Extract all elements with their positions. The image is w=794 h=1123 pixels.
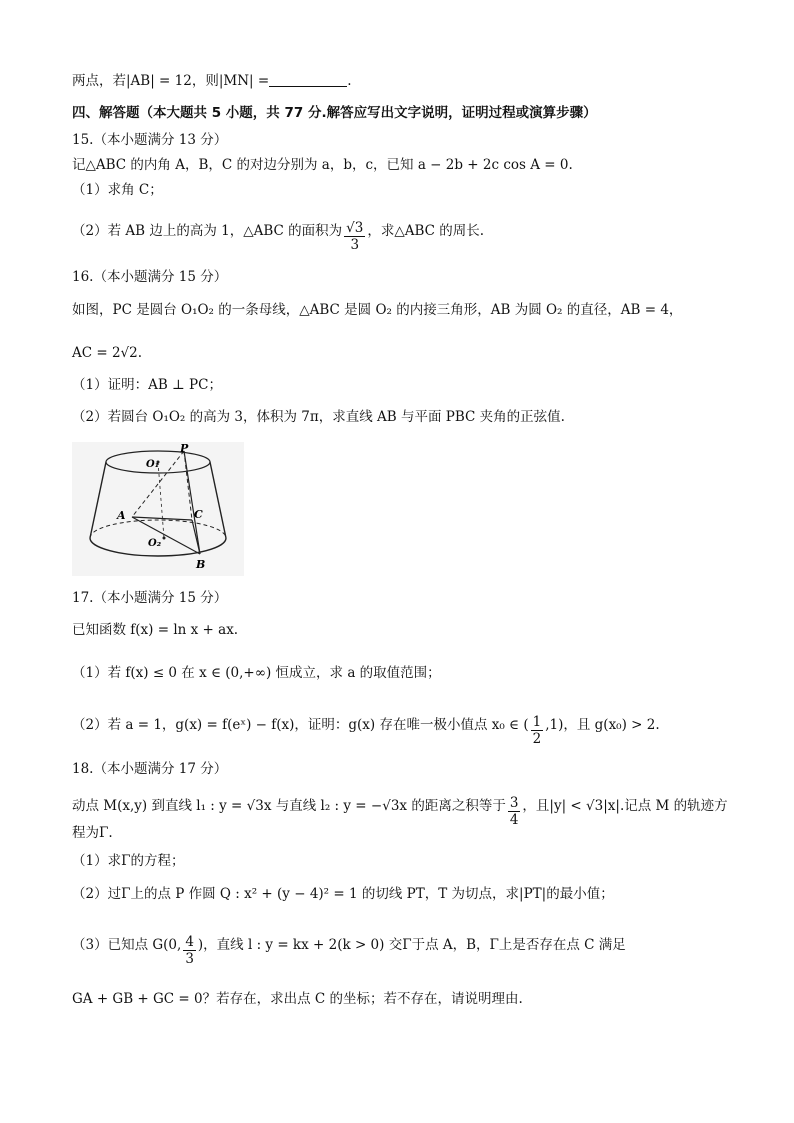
text: ，且|y| < √3|x|.记点 M 的轨迹方 <box>522 798 728 814</box>
text-line: （1）求角 C； <box>72 182 163 198</box>
text: 两点，若|AB| = 12，则|MN| = <box>72 73 270 89</box>
fraction-denominator: 3 <box>350 237 360 253</box>
figure-label-C: C <box>194 508 203 521</box>
text: )，直线 l : y = kx + 2(k > 0) 交Γ于点 A，B，Γ上是否存在点 C 满足 <box>197 937 626 953</box>
question-header-16: 16.（本小题满分 15 分） <box>72 269 228 285</box>
text-line: （2）若圆台 O₁O₂ 的高为 3，体积为 7π，求直线 AB 与平面 PBC 夹角的正弦值. <box>72 409 565 425</box>
text-line <box>72 220 484 253</box>
text-line: 已知函数 f(x) = ln x + ax. <box>72 622 239 638</box>
figure-label-B: B <box>196 558 206 571</box>
text-line: 程为Γ. <box>72 825 113 841</box>
fraction-denominator: 2 <box>532 731 542 747</box>
text: . <box>347 73 352 89</box>
text-line: GA + GB + GC = 0？若存在，求出点 C 的坐标；若不存在，请说明理由. <box>72 991 523 1007</box>
text-line <box>72 934 626 967</box>
text-line: （1）证明：AB ⊥ PC； <box>72 377 222 393</box>
text-line: （2）过Γ上的点 P 作圆 Q : x² + (y − 4)² = 1 的切线 PT，T 为切点，求|PT|的最小值； <box>72 886 614 902</box>
text-line: 如图，PC 是圆台 O₁O₂ 的一条母线，△ABC 是圆 O₂ 的内接三角形，AB 为圆 O₂ 的直径，AB = 4， <box>72 302 683 318</box>
text-line: 记△ABC 的内角 A，B，C 的对边分别为 a，b，c，已知 a − 2b + 2c cos A = 0. <box>72 157 573 173</box>
text-line: AC = 2√2. <box>72 345 143 361</box>
fraction-denominator: 3 <box>185 951 194 967</box>
fraction <box>344 220 365 253</box>
figure-label-O2: O₂ <box>148 538 162 549</box>
text: 动点 M(x,y) 到直线 l₁ : y = √3x 与直线 l₂ : y = −√3x 的距离之积等于 <box>72 798 506 814</box>
text-line <box>72 72 351 90</box>
fraction-numerator: 4 <box>185 934 194 950</box>
fraction <box>183 934 196 967</box>
figure-label-A: A <box>117 509 126 522</box>
question-header-18: 18.（本小题满分 17 分） <box>72 761 228 777</box>
figure-label-P: P <box>180 442 189 455</box>
frustum-figure <box>72 442 244 576</box>
section-heading: 四、解答题（本大题共 5 小题，共 77 分.解答应写出文字说明，证明过程或演算步骤） <box>72 105 597 121</box>
text-line <box>72 795 728 828</box>
answer-blank[interactable] <box>269 72 347 87</box>
text-line: （1）若 f(x) ≤ 0 在 x ∈ (0,+∞) 恒成立，求 a 的取值范围； <box>72 665 441 681</box>
text-line: （1）求Γ的方程； <box>72 853 185 869</box>
fraction-numerator: √3 <box>346 220 364 236</box>
text: （2）若 AB 边上的高为 1，△ABC 的面积为 <box>72 223 343 239</box>
fraction-numerator: 3 <box>509 795 519 811</box>
text: （2）若 a = 1，g(x) = f(eˣ) − f(x)，证明：g(x) 存在唯一极小值点 x₀ ∈ ( <box>72 717 529 733</box>
figure-label-O1: O₁ <box>146 459 160 470</box>
text-line <box>72 714 660 747</box>
fraction-denominator: 4 <box>509 812 519 828</box>
question-header-17: 17.（本小题满分 15 分） <box>72 590 228 606</box>
fraction <box>531 714 544 747</box>
fraction-numerator: 1 <box>532 714 542 730</box>
fraction <box>508 795 521 828</box>
question-header-15: 15.（本小题满分 13 分） <box>72 132 228 148</box>
text: ,1)，且 g(x₀) > 2. <box>545 717 660 733</box>
text: ，求△ABC 的周长. <box>367 223 485 239</box>
text: （3）已知点 G(0, <box>72 937 182 953</box>
